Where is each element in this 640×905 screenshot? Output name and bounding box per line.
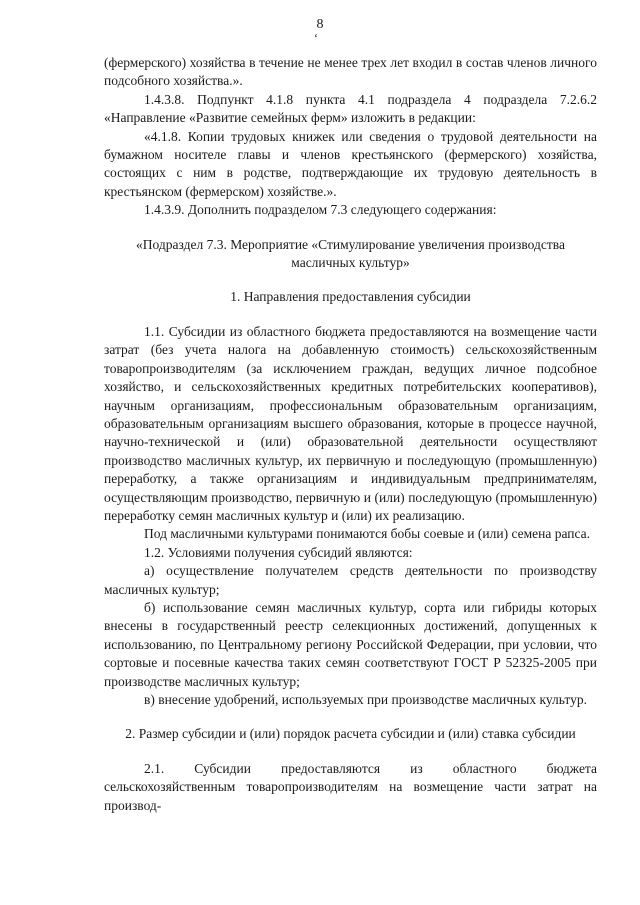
paragraph-1-4-3-9: 1.4.3.9. Дополнить подразделом 7.3 следующего содержания: [144,202,497,218]
paragraph-continuation: (фермерского) хозяйства в течение не менее трех лет входил в состав членов личного подсобного хозяйства.». [104,55,597,89]
spacer [104,220,597,236]
section-2-heading: 2. Размер субсидии и (или) порядок расчета субсидии и (или) ставка субсидии [125,726,576,742]
stray-mark: ʻ [314,31,318,45]
spacer [104,307,597,323]
paragraph-1-4-3-8: 1.4.3.8. Подпункт 4.1.8 пункта 4.1 подраздела 4 подраздела 7.2.6.2 «Направление «Развитие семейных ферм» изложить в редакции: [104,91,597,126]
document-body [104,54,597,815]
paragraph-condition-b: б) использование семян масличных культур, сорта или гибриды которых внесены в государственный реестр селекционных достижений, допущенных к использованию, по Центральному региону Российской Федерации, при условии, что сортовые и посевные качества таких семян соответствуют ГОСТ Р 52325-2005 при производстве масличных культур; [104,599,597,689]
spacer [104,272,597,288]
spacer [104,709,597,725]
paragraph-quote-4-1-8: «4.1.8. Копии трудовых книжек или сведения о трудовой деятельности на бумажном носителе главы и членов крестьянского (фермерского) хозяйства, состоящих с ним в родстве, подтверждающие их трудовую деятельность в крестьянском (фермерском) хозяйстве.». [104,128,597,199]
page-number: 8 [316,17,324,32]
subsection-heading: «Подраздел 7.3. Мероприятие «Стимулирование увеличения производства масличных культур» [136,236,565,271]
spacer [104,744,597,760]
paragraph-2-1: 2.1. Субсидии предоставляются из областного бюджета сельскохозяйственным товаропроизводителям на возмещение части затрат на производ- [104,760,597,813]
paragraph-1-1: 1.1. Субсидии из областного бюджета предоставляются на возмещение части затрат (без учета налога на добавленную стоимость) сельскохозяйственным товаропроизводителям (за исключением граждан, ведущих личное подсобное хозяйство, и сельскохозяйственных кредитных потребительских кооперативов), научным организациям, профессиональным образовательным организациям, образовательным организациям высшего образования, которые в процессе научной, научно-технической и (или) образовательной деятельности осуществляют производство масличных культур, их первичную и последующую (промышленную) переработку, а также организациям и индивидуальным предпринимателям, осуществляющим производство, первичную и (или) последующую (промышленную) переработку семян масличных культур и (или) их реализацию. [104,323,597,523]
paragraph-condition-a: а) осуществление получателем средств деятельности по производству масличных культур; [104,563,597,597]
paragraph-condition-c: в) внесение удобрений, используемых при производстве масличных культур. [144,692,587,707]
paragraph-oilseeds-definition: Под масличными культурами понимаются бобы соевые и (или) семена рапса. [144,526,591,542]
section-1-heading: 1. Направления предоставления субсидии [230,289,471,305]
paragraph-1-2: 1.2. Условиями получения субсидий являются: [144,544,413,560]
